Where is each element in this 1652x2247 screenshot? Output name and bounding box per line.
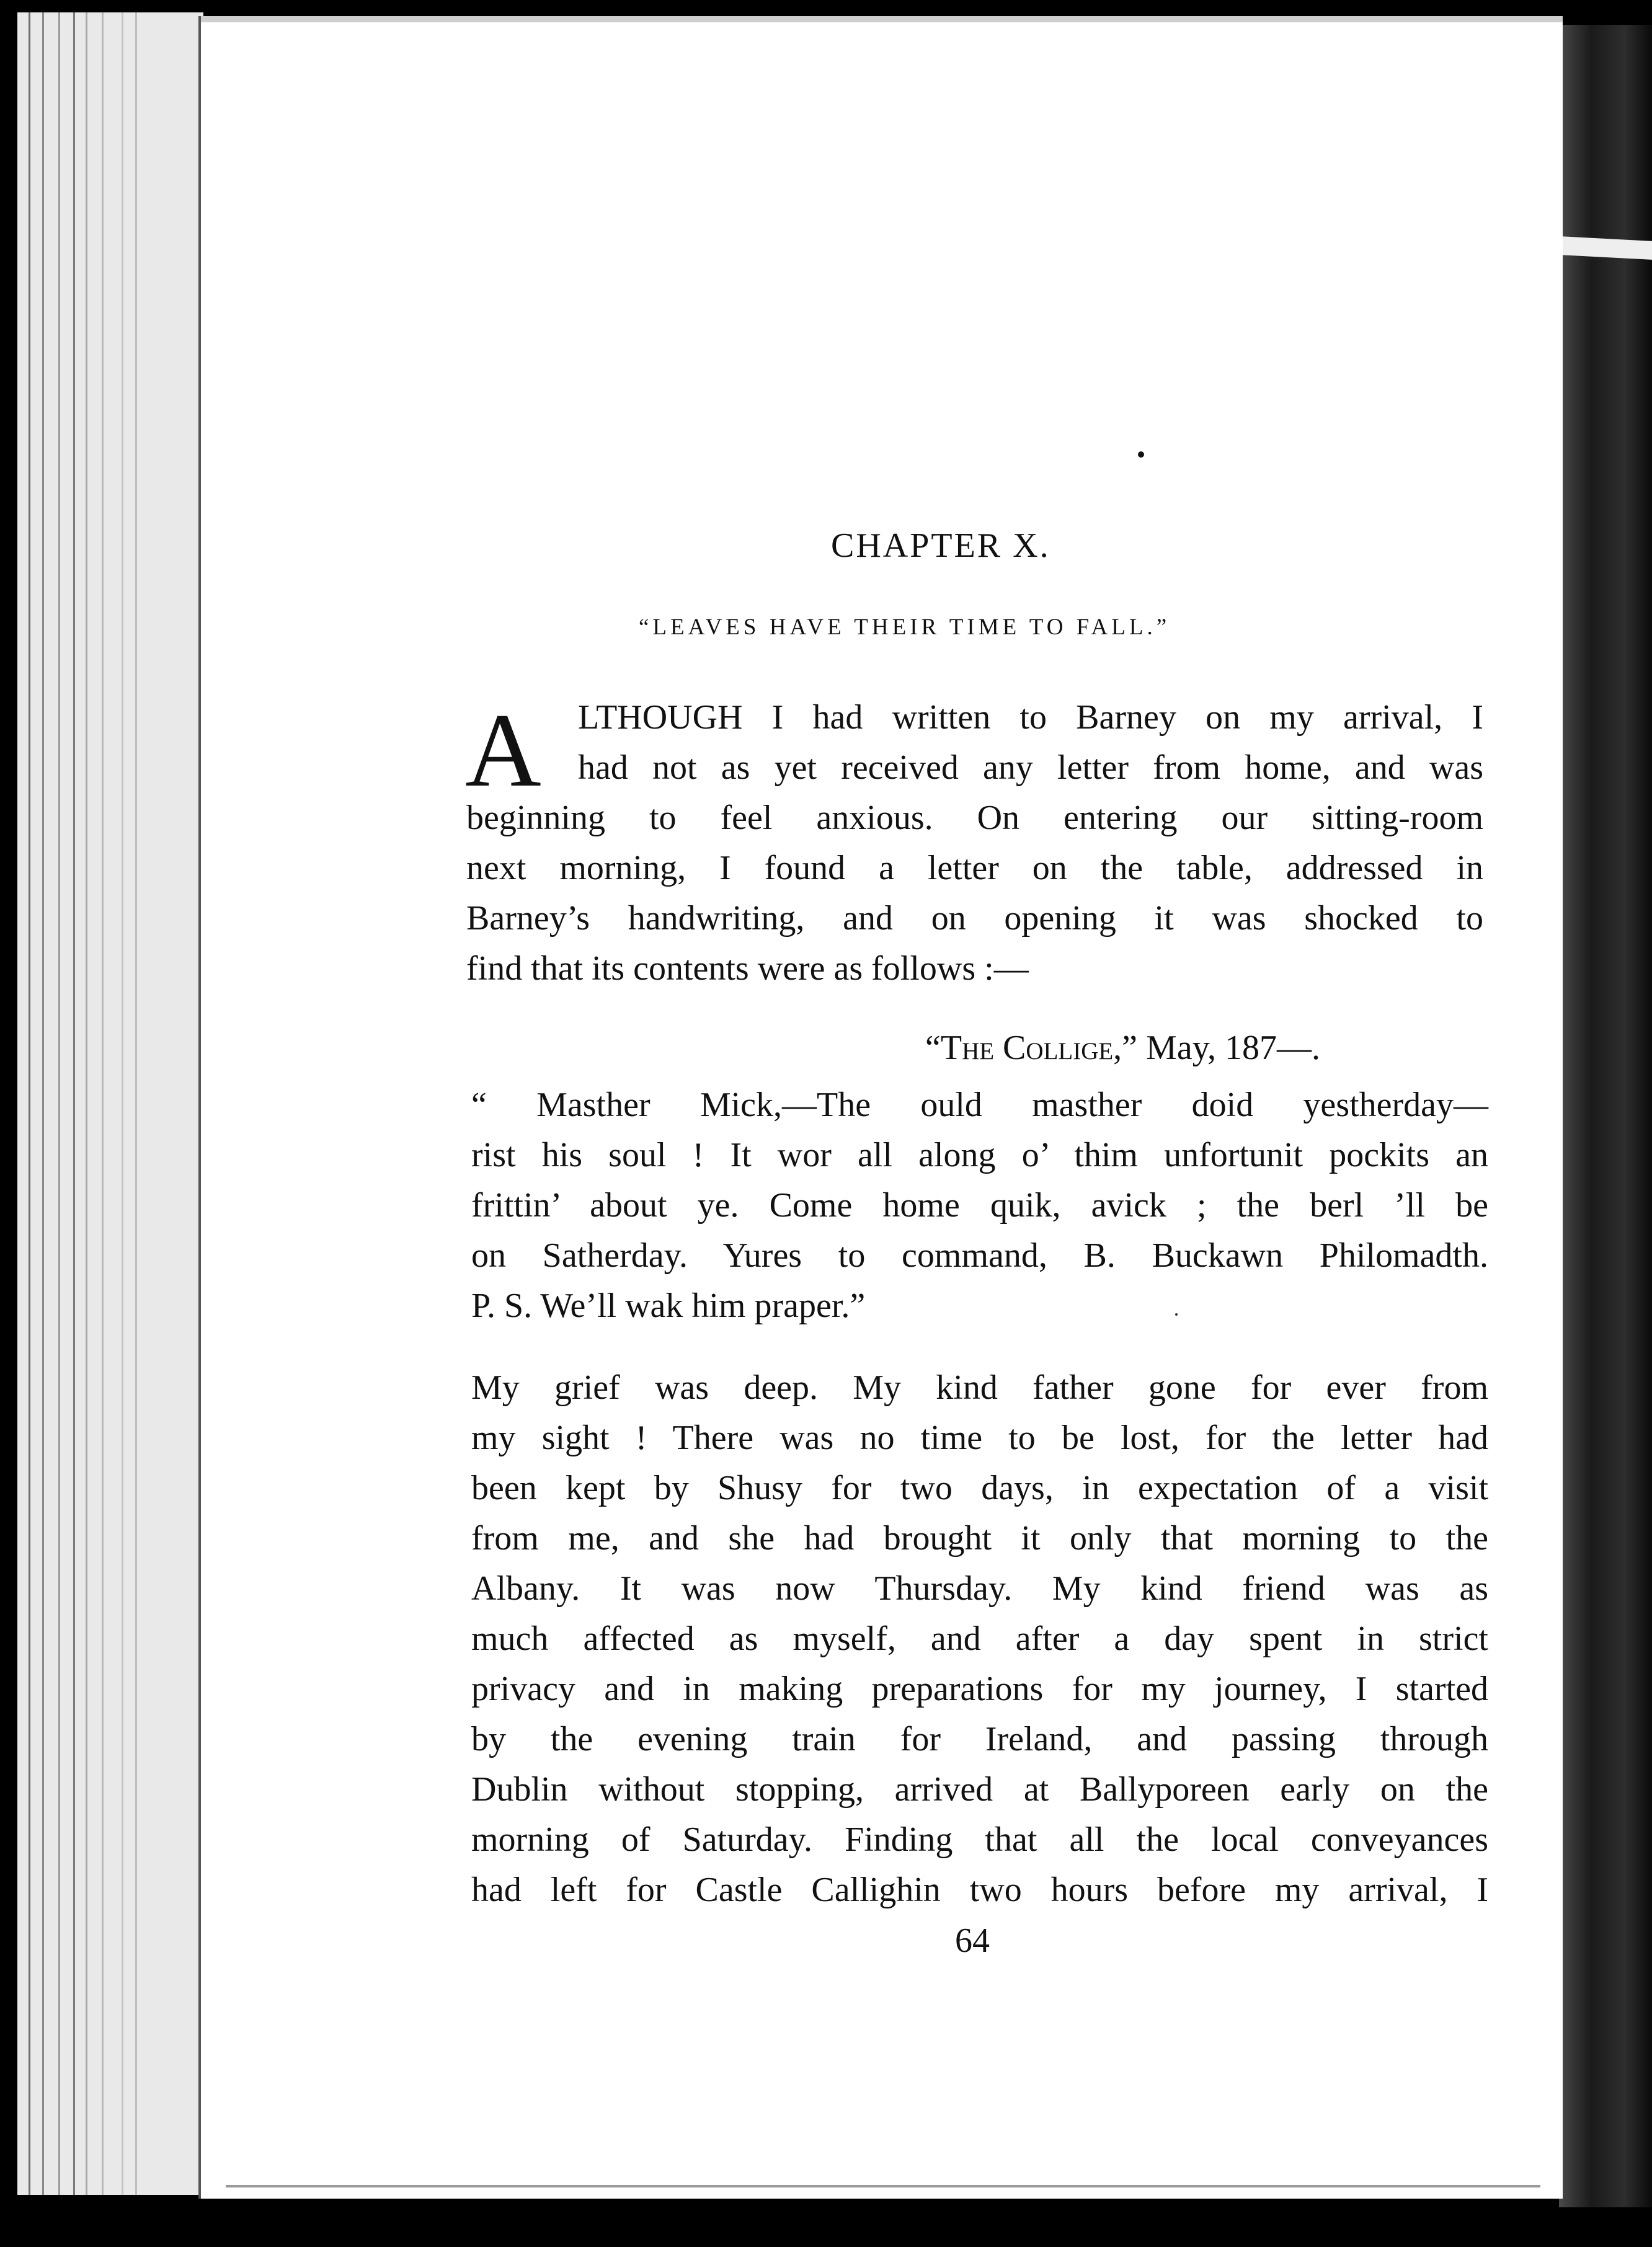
text-line: frittin’ about ye. Come home quik, avick ; the berl ’ll be	[471, 1186, 1488, 1225]
page-edge-line	[58, 12, 60, 2195]
text-line: rist his soul ! It wor all along o’ thim unfortunit pockits an	[471, 1136, 1488, 1174]
page-edge-line	[86, 12, 87, 2195]
text-line: much affected as myself, and after a day spent in strict	[471, 1620, 1488, 1658]
text-line: privacy and in making preparations for my journey, I started	[471, 1670, 1488, 1708]
page-edge-line	[135, 12, 137, 2195]
ink-mark	[1138, 451, 1144, 458]
page-edges-stack	[17, 12, 203, 2195]
book-binding	[1559, 25, 1652, 2207]
main-paragraph	[471, 1363, 1488, 1915]
text-line: had left for Castle Callighin two hours before my arrival, I	[471, 1871, 1488, 1909]
page-top-edge	[201, 16, 1563, 22]
letter-body	[471, 1080, 1488, 1331]
text-line: by the evening train for Ireland, and passing through	[471, 1720, 1488, 1758]
text-line: LTHOUGH I had written to Barney on my arrival, I	[578, 698, 1483, 737]
ink-speck	[1175, 1313, 1178, 1316]
text-line: next morning, I found a letter on the table, addressed in	[466, 849, 1483, 887]
chapter-title: CHAPTER X.	[831, 526, 1050, 565]
page-edge-line	[42, 12, 44, 2195]
text-line: beginning to feel anxious. On entering our sitting-room	[466, 799, 1483, 837]
text-line: P. S. We’ll wak him praper.”	[471, 1287, 866, 1325]
letter-place: “The Collige,”	[925, 1029, 1138, 1067]
text-line: on Satherday. Yures to command, B. Buckawn Philomadth.	[471, 1236, 1488, 1275]
letter-dateline	[925, 1028, 1320, 1068]
letter-date: May, 187—.	[1146, 1029, 1321, 1067]
page-edge-line	[102, 12, 104, 2195]
page-edge-line	[29, 12, 30, 2195]
drop-cap: A	[465, 692, 541, 809]
text-line: been kept by Shusy for two days, in expectation of a visit	[471, 1469, 1488, 1507]
text-line: had not as yet received any letter from home, and was	[578, 748, 1483, 787]
text-line: from me, and she had brought it only that morning to the	[471, 1519, 1488, 1558]
page-bottom-edge	[226, 2185, 1540, 2187]
text-line: “ Masther Mick,—The ould masther doid yestherday—	[471, 1086, 1488, 1124]
page-edge-line	[73, 12, 75, 2195]
text-line: my sight ! There was no time to be lost, for the letter had	[471, 1419, 1488, 1457]
text-line: Dublin without stopping, arrived at Ballyporeen early on the	[471, 1770, 1488, 1809]
text-line: Barney’s handwriting, and on opening it was shocked to	[466, 899, 1483, 937]
text-line: find that its contents were as follows :—	[466, 949, 1029, 988]
text-line: morning of Saturday. Finding that all the local conveyances	[471, 1820, 1488, 1859]
text-line: Albany. It was now Thursday. My kind friend was as	[471, 1569, 1488, 1608]
text-line: My grief was deep. My kind father gone for ever from	[471, 1368, 1488, 1407]
chapter-subtitle: “LEAVES HAVE THEIR TIME TO FALL.”	[639, 614, 1171, 640]
page-number: 64	[955, 1921, 990, 1960]
page-edge-line	[122, 12, 123, 2195]
opening-paragraph	[466, 693, 1483, 994]
